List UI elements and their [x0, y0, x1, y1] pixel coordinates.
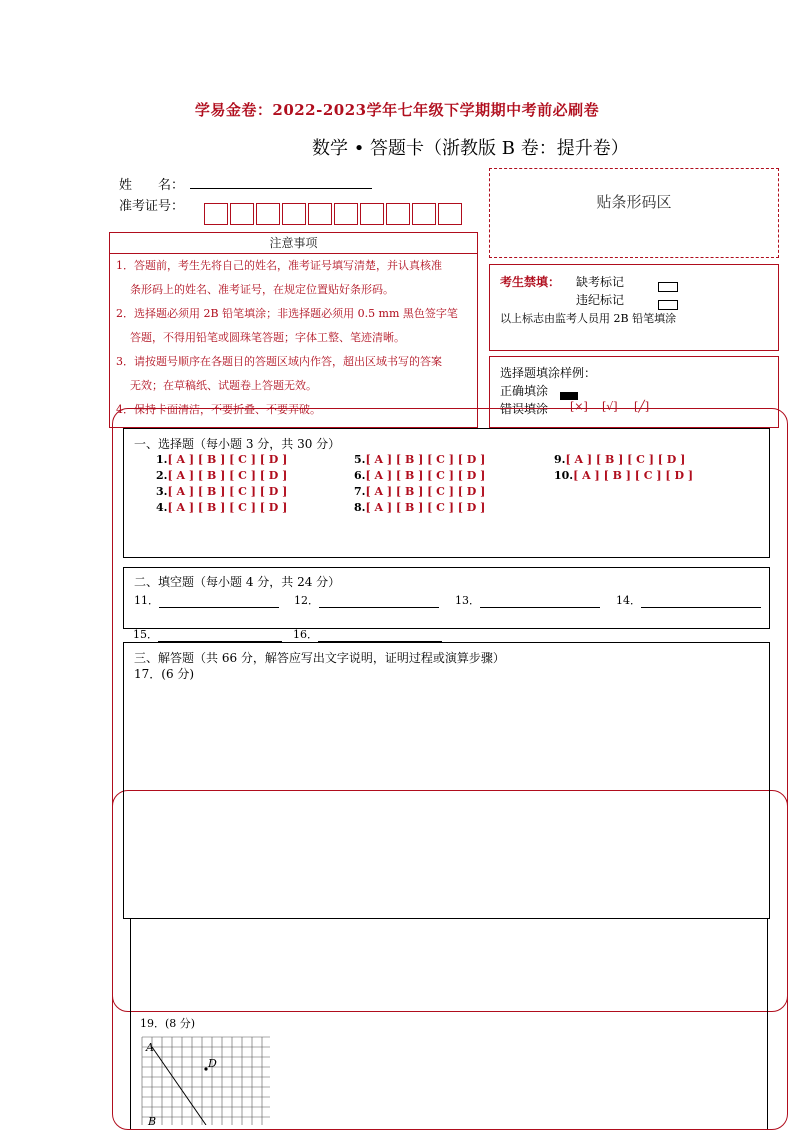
id-digit-box[interactable] [204, 203, 228, 225]
q19-label: 19．(8 分) [140, 1017, 196, 1030]
notice-number: 1． [116, 259, 134, 272]
notice-item [110, 350, 477, 398]
blank-11-line[interactable] [159, 595, 279, 608]
point-b-label: B [148, 1115, 157, 1125]
notice-text: 请按题号顺序在各题目的答题区域内作答，超出区域书写的答案 [134, 355, 442, 368]
q17-answer-area[interactable] [128, 683, 765, 913]
id-digit-box[interactable] [256, 203, 280, 225]
point-a-label: A [146, 1041, 154, 1054]
wrong-mark-2: [√] [602, 400, 618, 413]
violation-label: 违纪标记 [576, 293, 625, 307]
id-digit-box[interactable] [386, 203, 410, 225]
notice-item [110, 254, 477, 302]
forbid-note: 以上标志由监考人员用 2B 铅笔填涂 [500, 312, 677, 325]
notice-text: 答题前，考生先将自己的姓名，准考证号填写清楚，并认真核准 [134, 259, 442, 272]
point-d-label: D [208, 1057, 217, 1070]
barcode-area [489, 168, 779, 258]
id-digit-box[interactable] [230, 203, 254, 225]
mcq-row[interactable]: 1.[ A ] [ B ] [ C ] [ D ] [156, 453, 288, 466]
name-field[interactable] [190, 174, 372, 189]
wrong-mark-1: [×] [570, 400, 588, 413]
mcq-row[interactable]: 10.[ A ] [ B ] [ C ] [ D ] [554, 469, 694, 482]
section1-title: 一、选择题（每小题 3 分，共 30 分） [134, 437, 341, 451]
mcq-row[interactable]: 4.[ A ] [ B ] [ C ] [ D ] [156, 501, 288, 514]
proctor-marks-box [489, 264, 779, 351]
sample-title: 选择题填涂样例： [500, 366, 597, 380]
blank-item: 16． [293, 626, 442, 642]
blank-item: 15． [133, 626, 282, 642]
blank-item: 14． [616, 592, 761, 608]
blank-13-line[interactable] [480, 595, 600, 608]
notice-text: 无效；在草稿纸、试题卷上答题无效。 [130, 379, 317, 392]
id-digit-box[interactable] [360, 203, 384, 225]
mcq-row[interactable]: 7.[ A ] [ B ] [ C ] [ D ] [354, 485, 486, 498]
notice-number: 3． [116, 355, 134, 368]
section2-title: 二、填空题（每小题 4 分，共 24 分） [134, 575, 341, 589]
segment-ab [152, 1047, 206, 1125]
section-multiple-choice [123, 428, 770, 558]
notice-title: 注意事项 [109, 232, 478, 254]
mcq-row[interactable]: 2.[ A ] [ B ] [ C ] [ D ] [156, 469, 288, 482]
forbid-label: 考生禁填： [500, 275, 561, 289]
notice-text: 答题，不得用铅笔或圆珠笔答题；字体工整、笔迹清晰。 [130, 331, 405, 344]
mcq-row[interactable]: 3.[ A ] [ B ] [ C ] [ D ] [156, 485, 288, 498]
id-number-boxes[interactable] [204, 203, 464, 225]
blank-16-line[interactable] [318, 629, 442, 642]
notice-item [110, 302, 477, 350]
absent-mark-box[interactable] [658, 282, 678, 292]
notice-text: 选择题必须用 2B 铅笔填涂；非选择题必须用 0.5 mm 黑色签字笔 [134, 307, 458, 320]
wrong-fill-label: 错误填涂 [500, 402, 549, 416]
blank-item: 11． [134, 592, 279, 608]
absent-label: 缺考标记 [576, 275, 625, 289]
name-label: 姓 名： [119, 178, 185, 193]
wrong-mark-3: [╱] [634, 400, 650, 413]
id-digit-box[interactable] [308, 203, 332, 225]
notice-text: 保持卡面清洁，不要折叠、不要弄破。 [134, 403, 321, 416]
blank-12-line[interactable] [319, 595, 439, 608]
exam-series-title: 学易金卷：2022-2023学年七年级下学期期中考前必刷卷 [194, 101, 600, 119]
section-fill-blanks [123, 567, 770, 629]
id-digit-box[interactable] [438, 203, 462, 225]
notice-list [109, 254, 478, 428]
notice-text: 条形码上的姓名、准考证号，在规定位置贴好条形码。 [130, 283, 394, 296]
mcq-row[interactable]: 8.[ A ] [ B ] [ C ] [ D ] [354, 501, 486, 514]
id-digit-box[interactable] [282, 203, 306, 225]
mcq-row[interactable]: 5.[ A ] [ B ] [ C ] [ D ] [354, 453, 486, 466]
q17-label: 17．(6 分) [134, 667, 195, 681]
correct-fill-mark [560, 392, 578, 400]
blank-item: 12． [294, 592, 439, 608]
q19-grid-figure [140, 1035, 272, 1125]
mcq-row[interactable]: 9.[ A ] [ B ] [ C ] [ D ] [554, 453, 686, 466]
mcq-row[interactable]: 6.[ A ] [ B ] [ C ] [ D ] [354, 469, 486, 482]
section-solutions [123, 642, 770, 919]
correct-fill-label: 正确填涂 [500, 384, 549, 398]
violation-mark-box[interactable] [658, 300, 678, 310]
blank-14-line[interactable] [641, 595, 761, 608]
notice-number: 2． [116, 307, 134, 320]
answer-sheet-title: 数学 • 答题卡（浙教版 B 卷：提升卷） [312, 138, 629, 159]
barcode-label: 贴条形码区 [596, 193, 672, 211]
blank-15-line[interactable] [158, 629, 282, 642]
id-digit-box[interactable] [412, 203, 436, 225]
id-digit-box[interactable] [334, 203, 358, 225]
section3-title: 三、解答题（共 66 分，解答应写出文字说明，证明过程或演算步骤） [134, 651, 505, 665]
id-label: 准考证号： [119, 199, 185, 214]
notice-number: 4． [116, 403, 134, 416]
blank-item: 13． [455, 592, 600, 608]
